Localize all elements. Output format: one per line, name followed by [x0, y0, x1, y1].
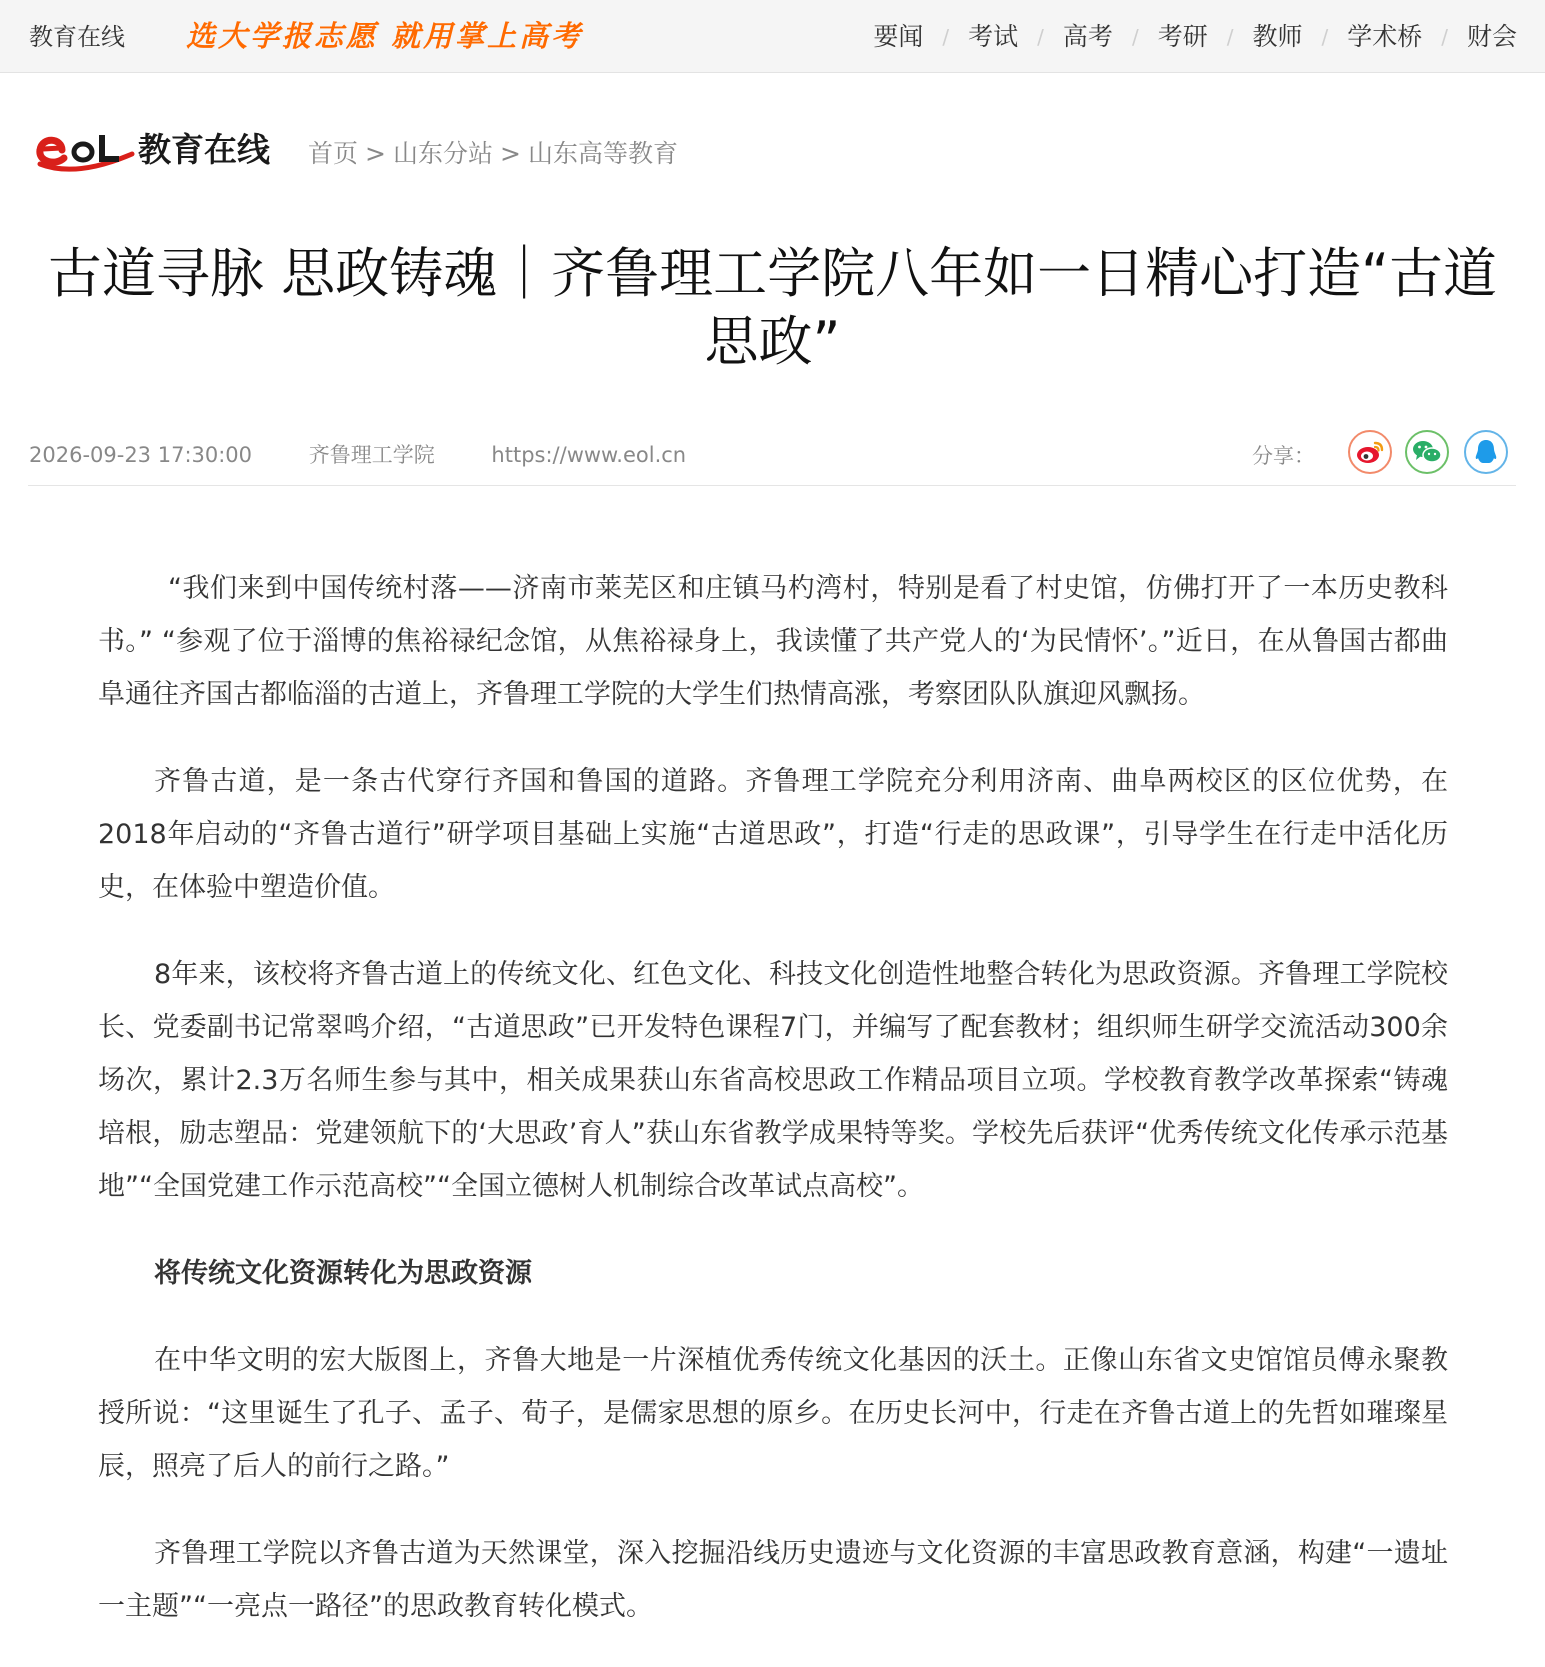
wechat-icon: [1412, 439, 1442, 465]
top-nav: [873, 20, 1517, 54]
article-meta: [29, 438, 736, 472]
article-source: 齐鲁理工学院: [308, 443, 435, 467]
breadcrumb-higher-education[interactable]: 山东高等教育: [527, 139, 678, 168]
share-wechat-button[interactable]: [1405, 430, 1449, 474]
weibo-icon: [1355, 439, 1385, 465]
nav-separator: /: [1037, 25, 1044, 49]
article-title: 古道寻脉 思政铸魂｜齐鲁理工学院八年如一日精心打造“古道思政”: [47, 242, 1498, 373]
nav-item-kaoyan[interactable]: 考研: [1157, 22, 1208, 51]
site-name-link[interactable]: 教育在线: [29, 23, 125, 51]
share-qq-button[interactable]: [1464, 430, 1508, 474]
nav-separator: /: [1321, 25, 1329, 49]
nav-separator: /: [942, 25, 950, 49]
top-bar: [0, 0, 1545, 73]
nav-item-academic[interactable]: 学术桥: [1347, 22, 1423, 51]
nav-separator: /: [1226, 25, 1234, 49]
breadcrumb-separator: >: [365, 139, 386, 168]
article-paragraph: “我们来到中国传统村落——济南市莱芜区和庄镇马杓湾村，特别是看了村史馆，仿佛打开了一本历史教科书。” “参观了位于淄博的焦裕禄纪念馆，从焦裕禄身上，我读懂了共产党人的‘为民情怀’。”近日，在从鲁国古都曲阜通往齐国古都临淄的古道上，齐鲁理工学院的大学生们热情高涨，考察团队队旗迎风飘扬。: [98, 573, 1448, 710]
breadcrumb-separator: >: [499, 139, 521, 168]
qq-icon: [1473, 438, 1499, 466]
logo-text: 教育在线: [138, 130, 270, 169]
article-url: https://www.eol.cn: [491, 443, 687, 467]
nav-separator: /: [1441, 25, 1448, 49]
nav-item-exam[interactable]: 考试: [968, 22, 1019, 51]
publish-datetime: 2026-09-23 17:30:00: [29, 443, 253, 467]
section-subheading: 将传统文化资源转化为思政资源: [154, 1258, 532, 1289]
article-paragraph: 在中华文明的宏大版图上，齐鲁大地是一片深植优秀传统文化基因的沃土。正像山东省文史馆馆员傅永聚教授所说：“这里诞生了孔子、孟子、荀子，是儒家思想的原乡。在历史长河中，行走在齐鲁古道上的先哲如璀璨星辰，照亮了后人的前行之路。”: [98, 1345, 1448, 1482]
slogan-banner[interactable]: 选大学报志愿 就用掌上高考: [186, 19, 584, 53]
nav-item-finance[interactable]: 财会: [1466, 22, 1517, 51]
article-paragraph: 8年来，该校将齐鲁古道上的传统文化、红色文化、科技文化创造性地整合转化为思政资源。齐鲁理工学院校长、党委副书记常翠鸣介绍，“古道思政”已开发特色课程7门，并编写了配套教材；组织师生研学交流活动300余场次，累计2.3万名师生参与其中，相关成果获山东省高校思政工作精品项目立项。学校教育教学改革探索“铸魂培根，励志塑品：党建领航下的‘大思政’育人”获山东省教学成果特等奖。学校先后获评“优秀传统文化传承示范基地”“全国党建工作示范高校”“全国立德树人机制综合改革试点高校”。: [98, 959, 1448, 1202]
article-paragraph: 齐鲁理工学院以齐鲁古道为天然课堂，深入挖掘沿线历史遗迹与文化资源的丰富思政教育意涵，构建“一遗址一主题”“一亮点一路径”的思政教育转化模式。: [98, 1538, 1448, 1622]
article-body: [98, 562, 1448, 1667]
breadcrumb-shandong[interactable]: 山东分站: [392, 139, 493, 168]
article-paragraph: 齐鲁古道，是一条古代穿行齐国和鲁国的道路。齐鲁理工学院充分利用济南、曲阜两校区的区位优势，在2018年启动的“齐鲁古道行”研学项目基础上实施“古道思政”，打造“行走的思政课”，引导学生在行走中活化历史，在体验中塑造价值。: [98, 766, 1448, 903]
meta-divider: [28, 485, 1516, 486]
share-weibo-button[interactable]: [1348, 430, 1392, 474]
nav-item-teacher[interactable]: 教师: [1252, 22, 1303, 51]
nav-item-news[interactable]: 要闻: [873, 22, 924, 51]
breadcrumb-home[interactable]: 首页: [308, 139, 359, 168]
share-label: 分享：: [1252, 444, 1315, 468]
nav-item-gaokao[interactable]: 高考: [1062, 22, 1113, 51]
eol-logo-mark-icon: [36, 124, 136, 180]
nav-separator: /: [1131, 25, 1139, 49]
breadcrumb: [308, 136, 678, 172]
eol-logo[interactable]: [36, 124, 276, 180]
